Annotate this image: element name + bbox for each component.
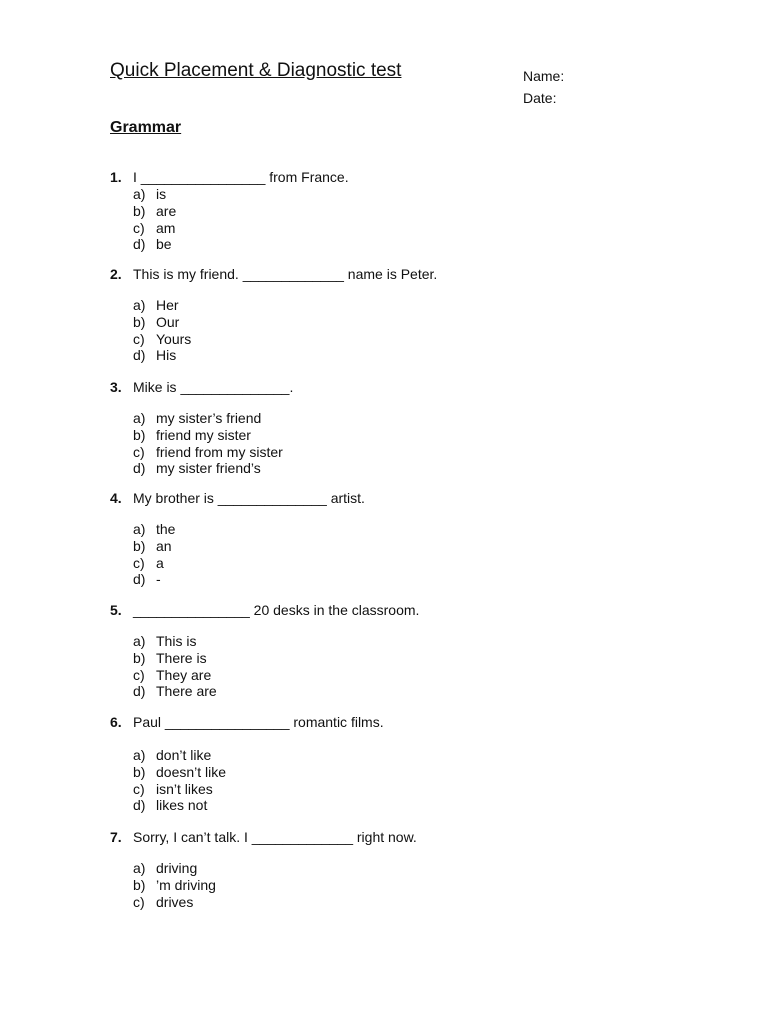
option-letter: d)	[133, 236, 146, 253]
option-letter: c)	[133, 219, 145, 236]
answer-option[interactable]	[110, 521, 710, 538]
option-text: likes not	[156, 797, 208, 814]
option-text: -	[156, 571, 161, 588]
question-text: Sorry, I can’t talk. I _____________ right now.	[133, 829, 417, 845]
question-text: My brother is ______________ artist.	[133, 490, 365, 506]
option-text: doesn’t like	[156, 763, 227, 780]
answer-option[interactable]	[110, 781, 710, 798]
option-letter: d)	[133, 347, 146, 364]
option-text: be	[156, 236, 172, 253]
answer-option[interactable]	[110, 555, 710, 572]
option-letter: c)	[133, 330, 145, 347]
option-letter: b)	[133, 763, 146, 780]
question-text: Mike is ______________.	[133, 379, 294, 395]
answer-option[interactable]	[110, 571, 710, 588]
question-number: 5.	[110, 602, 122, 618]
answer-option[interactable]	[110, 747, 710, 764]
option-text: Our	[156, 313, 180, 330]
option-letter: a)	[133, 410, 146, 426]
question-number: 4.	[110, 490, 122, 506]
option-text: There are	[156, 683, 217, 700]
question-1	[110, 169, 710, 253]
option-text: They are	[156, 666, 212, 683]
answer-option[interactable]	[110, 236, 710, 253]
question-4	[110, 490, 710, 588]
answer-options	[110, 186, 710, 253]
question-line	[110, 490, 710, 507]
answer-option[interactable]	[110, 683, 710, 700]
option-text: friend my sister	[156, 426, 251, 443]
option-letter: b)	[133, 202, 146, 219]
option-letter: c)	[133, 554, 145, 571]
answer-option[interactable]	[110, 877, 710, 894]
question-text: This is my friend. _____________ name is Peter.	[133, 266, 438, 282]
answer-option[interactable]	[110, 460, 710, 477]
question-line	[110, 169, 710, 186]
question-6	[110, 714, 710, 814]
question-number: 6.	[110, 714, 122, 730]
answer-option[interactable]	[110, 444, 710, 461]
question-5	[110, 602, 710, 700]
answer-option[interactable]	[110, 667, 710, 684]
option-text: don’t like	[156, 747, 212, 763]
answer-options	[110, 410, 710, 477]
option-letter: d)	[133, 683, 146, 700]
question-line	[110, 379, 710, 396]
answer-options	[110, 633, 710, 700]
option-letter: c)	[133, 666, 145, 683]
option-text: isn’t likes	[156, 780, 213, 797]
option-letter: d)	[133, 797, 146, 814]
answer-options	[110, 747, 710, 814]
question-line	[110, 829, 710, 846]
date-label: Date:	[523, 90, 557, 106]
option-text: There is	[156, 649, 207, 666]
option-text: Her	[156, 297, 179, 313]
answer-options	[110, 860, 710, 910]
page-title: Quick Placement & Diagnostic test	[110, 60, 402, 81]
option-text: ’m driving	[156, 876, 216, 893]
option-letter: c)	[133, 443, 145, 460]
answer-option[interactable]	[110, 314, 710, 331]
question-text: I ________________ from France.	[133, 169, 349, 185]
answer-option[interactable]	[110, 186, 710, 203]
option-letter: a)	[133, 297, 146, 313]
answer-option[interactable]	[110, 797, 710, 814]
question-number: 1.	[110, 169, 122, 185]
option-letter: c)	[133, 893, 145, 910]
option-text: driving	[156, 860, 198, 876]
answer-option[interactable]	[110, 297, 710, 314]
option-letter: d)	[133, 460, 146, 477]
answer-option[interactable]	[110, 410, 710, 427]
question-text: _______________ 20 desks in the classroom.	[133, 602, 420, 618]
answer-option[interactable]	[110, 650, 710, 667]
answer-option[interactable]	[110, 860, 710, 877]
answer-option[interactable]	[110, 347, 710, 364]
option-letter: b)	[133, 876, 146, 893]
answer-options	[110, 297, 710, 364]
answer-option[interactable]	[110, 764, 710, 781]
question-2	[110, 266, 710, 364]
option-letter: a)	[133, 747, 146, 763]
option-letter: b)	[133, 537, 146, 554]
option-letter: b)	[133, 649, 146, 666]
option-text: This is	[156, 633, 197, 649]
question-number: 7.	[110, 829, 122, 845]
answer-option[interactable]	[110, 427, 710, 444]
name-label: Name:	[523, 68, 565, 84]
question-line	[110, 602, 710, 619]
option-text: are	[156, 202, 177, 219]
option-text: is	[156, 186, 167, 202]
question-7	[110, 829, 710, 910]
option-letter: d)	[133, 571, 146, 588]
question-number: 3.	[110, 379, 122, 395]
answer-option[interactable]	[110, 894, 710, 911]
option-letter: a)	[133, 860, 146, 876]
answer-options	[110, 521, 710, 588]
question-text: Paul ________________ romantic films.	[133, 714, 384, 730]
student-info	[523, 65, 564, 109]
option-text: am	[156, 219, 176, 236]
option-text: the	[156, 521, 176, 537]
option-letter: a)	[133, 186, 146, 202]
question-3	[110, 379, 710, 477]
option-text: His	[156, 347, 177, 364]
question-line	[110, 266, 710, 283]
option-letter: a)	[133, 633, 146, 649]
option-text: my sister’s friend	[156, 410, 262, 426]
option-letter: b)	[133, 426, 146, 443]
question-number: 2.	[110, 266, 122, 282]
question-line	[110, 714, 710, 731]
option-letter: a)	[133, 521, 146, 537]
option-letter: b)	[133, 313, 146, 330]
option-letter: c)	[133, 780, 145, 797]
option-text: friend from my sister	[156, 443, 283, 460]
answer-option[interactable]	[110, 538, 710, 555]
option-text: an	[156, 537, 172, 554]
option-text: Yours	[156, 330, 192, 347]
answer-option[interactable]	[110, 220, 710, 237]
answer-option[interactable]	[110, 203, 710, 220]
section-title: Grammar	[110, 119, 182, 136]
option-text: drives	[156, 893, 194, 910]
answer-option[interactable]	[110, 331, 710, 348]
option-text: a	[156, 554, 164, 571]
answer-option[interactable]	[110, 633, 710, 650]
option-text: my sister friend’s	[156, 460, 261, 477]
